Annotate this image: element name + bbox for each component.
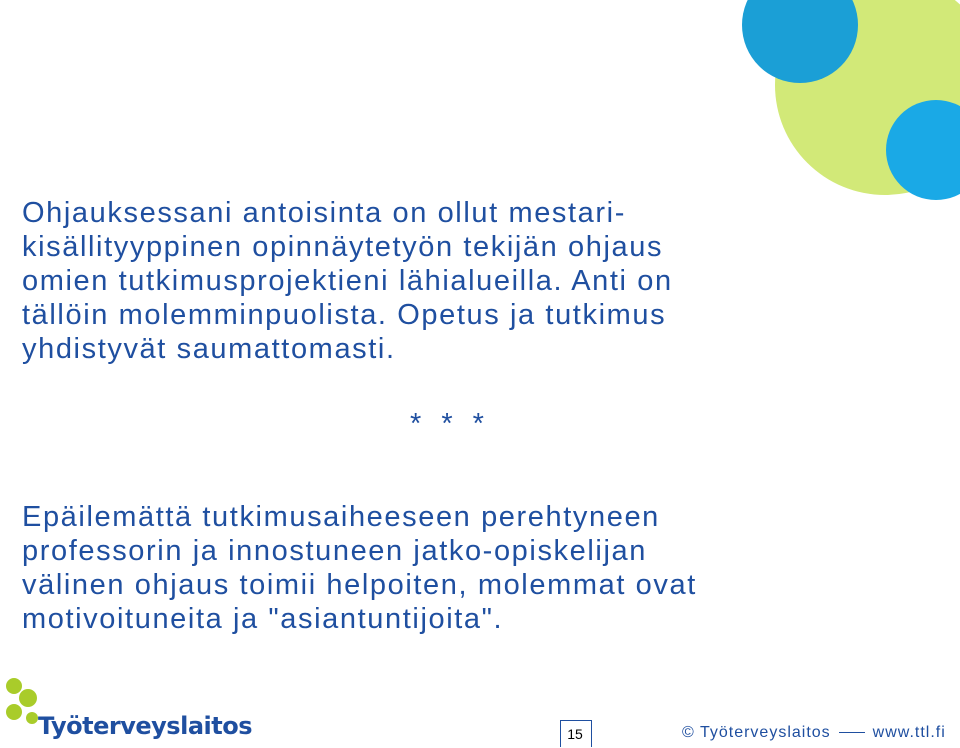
page-number: 15 — [567, 726, 583, 742]
footer-website: www.ttl.fi — [872, 724, 946, 741]
logo-text: Työterveyslaitos — [38, 712, 252, 740]
footer-organization: Työterveyslaitos — [699, 724, 831, 741]
paragraph-1-line: omien tutkimusprojektieni lähialueilla. Anti on — [22, 265, 673, 297]
green-circle — [775, 0, 960, 195]
blue-circle — [886, 100, 960, 200]
section-separator: * * * — [410, 408, 490, 440]
paragraph-1 — [22, 196, 922, 366]
teal-circle — [742, 0, 858, 83]
paragraph-2 — [22, 500, 922, 636]
paragraph-2-line: välinen ohjaus toimii helpoiten, molemmat ovat — [22, 569, 697, 601]
paragraph-2-line: motivoituneita ja "asiantuntijoita". — [22, 603, 504, 635]
paragraph-1-line: tällöin molemminpuolista. Opetus ja tutkimus — [22, 299, 667, 331]
footer-copyright — [682, 724, 946, 742]
light-green-circle — [845, 0, 960, 125]
paragraph-1-line: yhdistyvät saumattomasti. — [22, 333, 396, 365]
paragraph-1-line: kisällityyppinen opinnäytetyön tekijän ohjaus — [22, 231, 664, 263]
paragraph-1-line: Ohjauksessani antoisinta on ollut mestari- — [22, 197, 626, 229]
copyright-icon: © — [682, 724, 695, 741]
paragraph-2-line: Epäilemättä tutkimusaiheeseen perehtyneen — [22, 501, 660, 533]
footer-dash — [839, 732, 865, 733]
paragraph-2-line: professorin ja innostuneen jatko-opiskelijan — [22, 535, 647, 567]
